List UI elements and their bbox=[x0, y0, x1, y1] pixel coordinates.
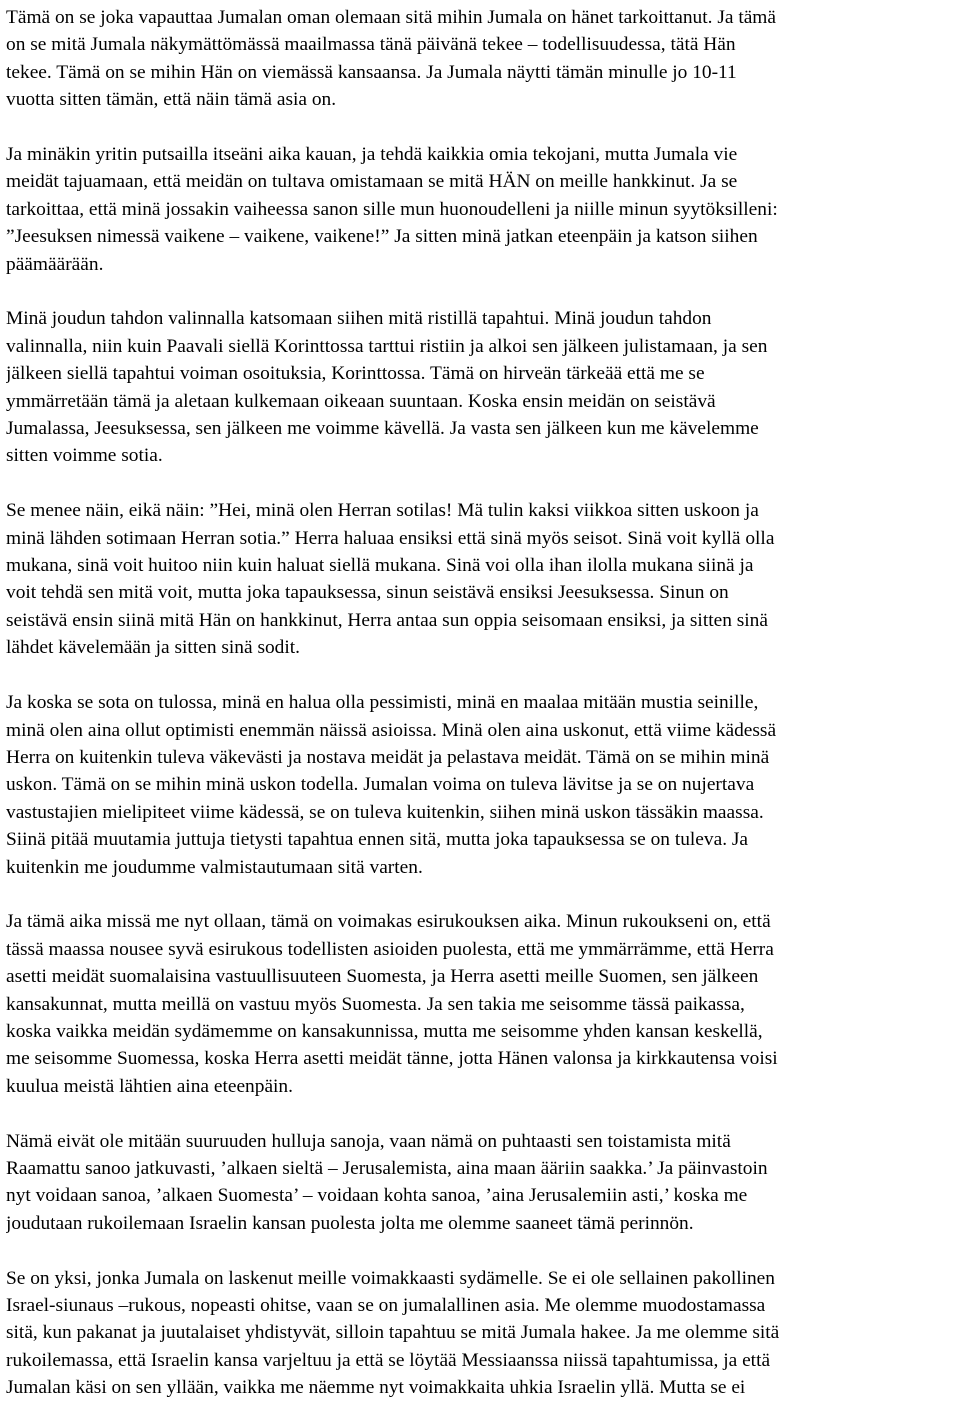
text-line: Jumalan käsi on sen yllään, vaikka me näemme nyt voimakkaita uhkia Israelin yllä. Mutta se ei bbox=[6, 1377, 746, 1399]
text-line: tarkoittaa, että minä jossakin vaiheessa sanon sille mun huonoudelleni ja niille minun syytöksilleni: bbox=[6, 198, 778, 220]
text-line: asetti meidät suomalaisina vastuullisuuteen Suomesta, ja Herra asetti meille Suomen, sen jälkeen bbox=[6, 966, 759, 988]
text-line: seistävä ensin siinä mitä Hän on hankkinut, Herra antaa sun oppia seisomaan ensiksi, ja sitten sinä bbox=[6, 609, 768, 631]
text-line: Jumalassa, Jeesuksessa, sen jälkeen me voimme kävellä. Ja vasta sen jälkeen kun me kävelemme bbox=[6, 418, 759, 440]
text-line: Herra on kuitenkin tuleva väkevästi ja nostava meidät ja pelastava meidät. Tämä on se mihin minä bbox=[6, 746, 770, 768]
paragraph-7 bbox=[6, 1128, 956, 1238]
text-line: tässä maassa nousee syvä esirukous todellisten asioiden puolesta, että me ymmärrämme, että Herra bbox=[6, 938, 774, 960]
text-line: minä olen aina ollut optimisti enemmän näissä asioissa. Minä olen aina uskonut, että viime kädessä bbox=[6, 719, 777, 741]
text-line: sitä, kun pakanat ja juutalaiset yhdistyvät, silloin tapahtuu se mitä Jumala hakee. Ja me olemme sitä bbox=[6, 1322, 780, 1344]
document-page bbox=[6, 4, 956, 1402]
text-line: Siinä pitää muutamia juttuja tietysti tapahtua ennen sitä, mutta joka tapauksessa se on tuleva. Ja bbox=[6, 829, 749, 851]
text-line: vuotta sitten tämän, että näin tämä asia on. bbox=[6, 89, 337, 111]
paragraph-3 bbox=[6, 305, 956, 469]
paragraph-1 bbox=[6, 4, 956, 114]
text-line: tekee. Tämä on se mihin Hän on viemässä kansaansa. Ja Jumala näytti tämän minulle jo 10-11 bbox=[6, 61, 737, 83]
text-line: Ja minäkin yritin putsailla itseäni aika kauan, ja tehdä kaikkia omia tekojani, mutta Jumala vie bbox=[6, 144, 738, 166]
text-line: Nämä eivät ole mitään suuruuden hulluja sanoja, vaan nämä on puhtaasti sen toistamista mitä bbox=[6, 1130, 731, 1152]
text-line: Israel-siunaus –rukous, nopeasti ohitse, vaan se on jumalallinen asia. Me olemme muodostamassa bbox=[6, 1294, 766, 1316]
text-line: nyt voidaan sanoa, ’alkaen Suomesta’ – voidaan kohta sanoa, ’aina Jerusalemiin asti,’ koska me bbox=[6, 1185, 748, 1207]
paragraph-4 bbox=[6, 497, 956, 661]
text-line: koska vaikka meidän sydämemme on kansakunnissa, mutta me seisomme yhden kansan keskellä, bbox=[6, 1020, 763, 1042]
text-line: meidät tajuamaan, että meidän on tultava omistamaan se mitä HÄN on meille hankkinut. Ja se bbox=[6, 171, 738, 193]
paragraph-5 bbox=[6, 689, 956, 881]
paragraph-8 bbox=[6, 1265, 956, 1402]
text-line: jälkeen siellä tapahtui voiman osoituksia, Korinttossa. Tämä on hirveän tärkeää että me se bbox=[6, 363, 705, 385]
text-line: on se mitä Jumala näkymättömässä maailmassa tänä päivänä tekee – todellisuudessa, tätä Hän bbox=[6, 34, 736, 56]
text-line: uskon. Tämä on se mihin minä uskon todella. Jumalan voima on tuleva lävitse ja se on nujertava bbox=[6, 774, 755, 796]
text-line: voit tehdä sen mitä voit, mutta joka tapauksessa, sinun seistävä ensiksi Jeesuksessa. Sinun on bbox=[6, 582, 729, 604]
text-line: minä lähden sotimaan Herran sotia.” Herra haluaa ensiksi että sinä myös seisot. Sinä voit kyllä olla bbox=[6, 527, 775, 549]
text-line: vastustajien mielipiteet viime kädessä, se on tuleva kuitenkin, siihen minä uskon tässäkin maassa. bbox=[6, 801, 764, 823]
text-line: kuitenkin me joudumme valmistautumaan sitä varten. bbox=[6, 856, 423, 878]
text-line: kuulua meistä lähtien aina eteenpäin. bbox=[6, 1075, 293, 1097]
paragraph-6 bbox=[6, 908, 956, 1100]
text-line: kansakunnat, mutta meillä on vastuu myös Suomesta. Ja sen takia me seisomme tässä paikassa, bbox=[6, 993, 745, 1015]
text-line: Tämä on se joka vapauttaa Jumalan oman olemaan sitä mihin Jumala on hänet tarkoittanut. Ja tämä bbox=[6, 7, 777, 28]
text-line: lähdet kävelemään ja sitten sinä sodit. bbox=[6, 637, 301, 659]
text-line: ”Jeesuksen nimessä vaikene – vaikene, vaikene!” Ja sitten minä jatkan eteenpäin ja katson siihen bbox=[6, 226, 758, 248]
text-line: sitten voimme sotia. bbox=[6, 445, 163, 467]
text-line: päämäärään. bbox=[6, 253, 104, 275]
paragraph-2 bbox=[6, 141, 956, 278]
text-line: mukana, sinä voit huitoo niin kuin haluat siellä mukana. Sinä voi olla ihan ilolla mukana siinä ja bbox=[6, 555, 754, 577]
text-line: Se menee näin, eikä näin: ”Hei, minä olen Herran sotilas! Mä tulin kaksi viikkoa sitten uskoon ja bbox=[6, 500, 759, 522]
text-line: Raamattu sanoo jatkuvasti, ’alkaen sieltä – Jerusalemista, aina maan ääriin saakka.’ Ja päinvastoin bbox=[6, 1157, 768, 1179]
text-line: ymmärretään tämä ja aletaan kulkemaan oikeaan suuntaan. Koska ensin meidän on seistävä bbox=[6, 390, 716, 412]
text-line: valinnalla, niin kuin Paavali siellä Korinttossa tarttui ristiin ja alkoi sen jälkeen julistamaan, ja sen bbox=[6, 335, 768, 357]
text-line: joudutaan rukoilemaan Israelin kansan puolesta jolta me olemme saaneet tämä perinnön. bbox=[6, 1212, 694, 1234]
text-line: Minä joudun tahdon valinnalla katsomaan siihen mitä ristillä tapahtui. Minä joudun tahdon bbox=[6, 308, 712, 330]
text-line: me seisomme Suomessa, koska Herra asetti meidät tänne, jotta Hänen valonsa ja kirkkautensa voisi bbox=[6, 1048, 778, 1070]
text-line: Ja tämä aika missä me nyt ollaan, tämä on voimakas esirukouksen aika. Minun rukoukseni on, että bbox=[6, 911, 771, 933]
text-line: Se on yksi, jonka Jumala on laskenut meille voimakkaasti sydämelle. Se ei ole sellainen pakollinen bbox=[6, 1267, 775, 1289]
text-line: rukoilemassa, että Israelin kansa varjeltuu ja että se löytää Messiaanssa niissä tapahtumissa, ja että bbox=[6, 1349, 771, 1371]
text-line: Ja koska se sota on tulossa, minä en halua olla pessimisti, minä en maalaa mitään mustia seinille, bbox=[6, 692, 759, 714]
